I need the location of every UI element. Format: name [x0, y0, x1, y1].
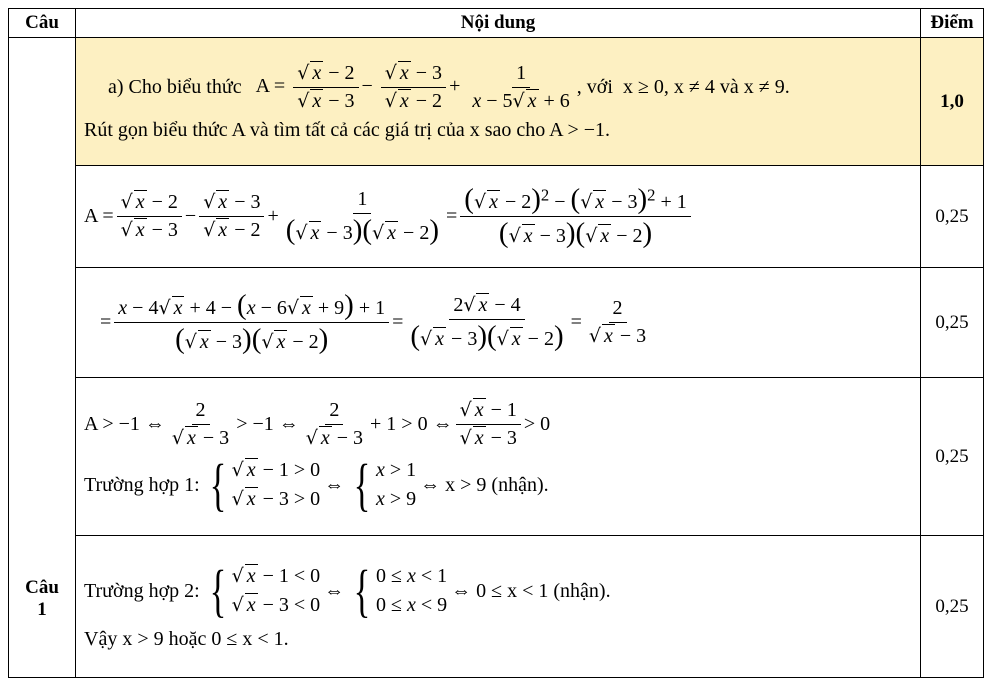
step-4-content: Trường hợp 2: { √ x − 1 < 0 √ x − 3 < 0 ⇔ { 0 ≤ x < 1 0 ≤ x < 9 ⇔ 0 ≤ x < 1 (nhận). Vậy x > 9 hoặc 0 ≤ x < 1. [76, 536, 921, 678]
part-a-conditions: x ≥ 0, x ≠ 4 và x ≠ 9. [622, 75, 790, 98]
cau-number: 1 [37, 599, 47, 620]
step-4-points: 0,25 [921, 536, 984, 678]
conclusion: Vậy x > 9 hoặc 0 ≤ x < 1. [84, 628, 289, 650]
part-a-content [76, 38, 921, 166]
part-a-task: Rút gọn biểu thức A và tìm tất cả các giá trị của x sao cho A > −1. [84, 118, 611, 141]
step-1-row [9, 166, 984, 268]
part-a-row [9, 38, 984, 166]
case-1-result: ⇔ x > 9 (nhận). [420, 473, 549, 496]
step-3-content: A > −1 ⇔ $\frac{2}{√ x - 3}$ > −1 ⇔ $\frac{2}{√ x - 3}$ + 1 > 0 ⇔ $\frac{√ x - 1}{√ x - 3}$ > 0 Trường hợp 1: { √ x − 1 > 0 √ x − 3 > 0 ⇔ { x > 1 x > 9 ⇔ x > 9 (nhận). [76, 378, 921, 536]
part-a-points: 1,0 [921, 38, 984, 166]
header-row [9, 9, 984, 38]
step-3-row [9, 378, 984, 536]
part-a-conditions-prefix: , với [576, 75, 613, 98]
step-4-row [9, 536, 984, 678]
step-1-points: 0,25 [921, 166, 984, 268]
cau-label: Câu [25, 577, 59, 598]
step-3-points: 0,25 [921, 378, 984, 536]
case-2-label: Trường hợp 2: [84, 579, 200, 602]
case-2-result: ⇔ 0 ≤ x < 1 (nhận). [451, 579, 611, 602]
answer-table [8, 8, 984, 678]
case-1-label: Trường hợp 1: [84, 473, 200, 496]
header-content: Nội dung [76, 9, 921, 38]
step-2-points: 0,25 [921, 268, 984, 378]
cau-cell [9, 38, 76, 678]
step-2-row [9, 268, 984, 378]
part-a-intro: a) Cho biểu thức [108, 75, 242, 98]
header-points: Điểm [921, 9, 984, 38]
step-1-content: A = $\frac{√ x - 2}{√ x - 3}$ − $\frac{√ x - 3}{√ x - 2}$ + $\frac{1}{(√ x - 3)(√ x - 2)}$ = $\frac{(√ x - 2)^2 - (√ x - 3)^2 + 1}{(√ x - 3)(√ x - 2)}$ [76, 166, 921, 268]
header-cau: Câu [9, 9, 76, 38]
step-2-content: = $\frac{x - 4√ x + 4 - (x - 6√ x + 9) + 1}{(√ x - 3)(√ x - 2)}$ = $\frac{2√ x - 4}{(√ x - 3)(√ x - 2)}$ = $\frac{2}{√ x - 3}$ [76, 268, 921, 378]
expr-a: A = $\frac{√ x - 2}{√ x - 3}$ − $\frac{√ x - 3}{√ x - 2}$ + $\frac{1}{x - 5√ x + 6}$ [255, 61, 570, 112]
